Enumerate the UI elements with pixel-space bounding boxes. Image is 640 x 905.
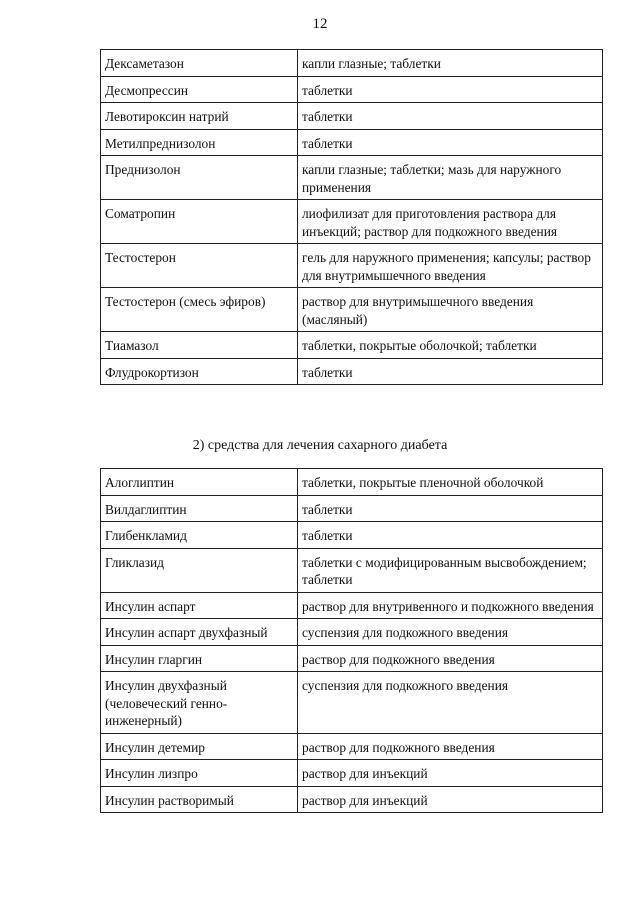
drug-name-cell: Преднизолон [101,156,298,200]
drug-name-cell: Левотироксин натрий [101,103,298,130]
table-row [101,129,603,156]
dosage-form-cell: таблетки [298,103,603,130]
drug-name-cell: Тестостерон [101,244,298,288]
dosage-form-cell: таблетки, покрытые пленочной оболочкой [298,469,603,496]
table-row [101,760,603,787]
drug-name-cell: Инсулин гларгин [101,645,298,672]
table-row [101,733,603,760]
dosage-form-cell: таблетки с модифицированным высвобождением; таблетки [298,548,603,592]
table-row [101,469,603,496]
dosage-form-cell: раствор для внутривенного и подкожного введения [298,592,603,619]
drug-name-cell: Инсулин детемир [101,733,298,760]
table-row [101,495,603,522]
dosage-form-cell: раствор для подкожного введения [298,645,603,672]
drug-name-cell: Флудрокортизон [101,358,298,385]
dosage-form-cell: таблетки [298,76,603,103]
dosage-form-cell: раствор для подкожного введения [298,733,603,760]
dosage-form-cell: лиофилизат для приготовления раствора для инъекций; раствор для подкожного введения [298,200,603,244]
dosage-form-cell: капли глазные; таблетки [298,50,603,77]
table-row [101,244,603,288]
drug-name-cell: Инсулин лизпро [101,760,298,787]
drug-name-cell: Вилдаглиптин [101,495,298,522]
table-row [101,156,603,200]
table-row [101,332,603,359]
table-row [101,645,603,672]
page-number: 12 [312,16,328,32]
table-row [101,288,603,332]
dosage-form-cell: суспензия для подкожного введения [298,619,603,646]
table-row [101,103,603,130]
drug-name-cell: Метилпреднизолон [101,129,298,156]
drug-table-diabetes [100,468,603,813]
table-row [101,200,603,244]
dosage-form-cell: раствор для внутримышечного введения (масляный) [298,288,603,332]
dosage-form-cell: капли глазные; таблетки; мазь для наружного применения [298,156,603,200]
table-row [101,592,603,619]
drug-name-cell: Алоглиптин [101,469,298,496]
drug-name-cell: Инсулин двухфазный (человеческий генно-инженерный) [101,672,298,734]
drug-name-cell: Инсулин растворимый [101,786,298,813]
table-row [101,619,603,646]
drug-name-cell: Инсулин аспарт двухфазный [101,619,298,646]
table-row [101,548,603,592]
dosage-form-cell: таблетки [298,129,603,156]
drug-name-cell: Дексаметазон [101,50,298,77]
drug-table-hormonal [100,49,603,385]
dosage-form-cell: таблетки, покрытые оболочкой; таблетки [298,332,603,359]
dosage-form-cell: раствор для инъекций [298,786,603,813]
table-row [101,672,603,734]
table-row [101,522,603,549]
table-row [101,76,603,103]
drug-name-cell: Тиамазол [101,332,298,359]
table-row [101,50,603,77]
dosage-form-cell: гель для наружного применения; капсулы; раствор для внутримышечного введения [298,244,603,288]
section-heading-diabetes: 2) средства для лечения сахарного диабета [192,438,448,453]
dosage-form-cell: таблетки [298,522,603,549]
drug-name-cell: Глибенкламид [101,522,298,549]
table-row [101,358,603,385]
drug-name-cell: Инсулин аспарт [101,592,298,619]
dosage-form-cell: таблетки [298,495,603,522]
dosage-form-cell: таблетки [298,358,603,385]
dosage-form-cell: суспензия для подкожного введения [298,672,603,734]
table-row [101,786,603,813]
drug-name-cell: Соматропин [101,200,298,244]
drug-name-cell: Десмопрессин [101,76,298,103]
drug-name-cell: Тестостерон (смесь эфиров) [101,288,298,332]
dosage-form-cell: раствор для инъекций [298,760,603,787]
drug-name-cell: Гликлазид [101,548,298,592]
